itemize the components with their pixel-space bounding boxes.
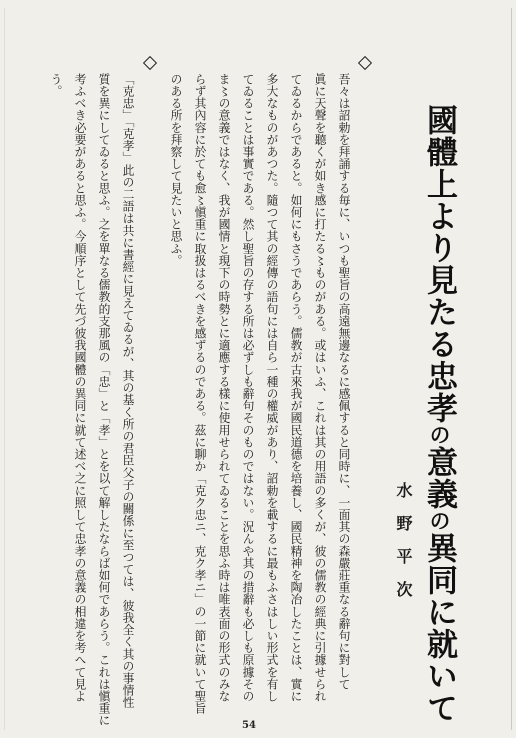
text-column: 眞に天聲を聽くが如き感に打たる〻ものがある。或はいふ、これは其の用語の多くが、彼の儒教の經典に引據せられ xyxy=(313,73,327,703)
title-main: 國體上より見たる忠孝 xyxy=(421,104,457,424)
text-column: らず其內容に於ても愈〻愼重に取扱はるべきを感ずるのである。茲に聊か「克ク忠ニ、克ク孝ニ」の一節に就いて聖旨 xyxy=(193,73,207,715)
text-column: のある所を拜察して見たいと思ふ。 xyxy=(169,73,183,267)
text-column: 多大なものがあつた。隨つて其の經傳の語句には自ら一種の權威があり、詔勅を載するに最もふさはしい形式を有し xyxy=(265,73,279,703)
text-column: 考ふべき必要があると思ふ。今順序として先づ彼我國體の異同に就て述べ之に照して忠孝の意義の相違を考へて見よ xyxy=(73,73,87,703)
author-name: 水野平次 xyxy=(394,482,413,614)
title-end: 異同に就いて xyxy=(421,532,457,724)
title-word: 意義 xyxy=(421,446,457,510)
text-column: 質を異にしてゐると思ふ。之を單なる儒教的支那風の「忠」と「孝」とを以て解したならば如何であらう。これは愼重に xyxy=(97,73,111,727)
page-number: 54 xyxy=(242,720,256,731)
title-particle-1: の xyxy=(427,424,452,446)
text-column: ま〻の意義ではなく、我が國情と現下の時勢とに適應する樣に使用せられてゐることを思ふ時は唯表面の形式のみな xyxy=(217,73,231,703)
text-column: う。 xyxy=(49,73,63,98)
title-particle-2: の xyxy=(427,510,452,532)
text-column: 吾々は詔勅を拜誦する毎に、いつも聖旨の高遠無邊なるに感佩すると同時に、一面其の森嚴莊重なる辭句に對して xyxy=(337,73,351,691)
text-column: てゐることは事實である。然し聖旨の存する所は必ずしも辭句そのものではない。況んや其の措辭も必しも原據その xyxy=(241,73,255,703)
text-column: てゐるからであると。如何にもさうであらう。儒教が古來我が國民道德を培養し、國民精神を陶冶したことは、實に xyxy=(289,73,303,703)
text-column: 「克忠」「克孝」此の二語は共に書經に見えてゐるが、其の基く所の君臣父子の關係に至つては、彼我全く其の事情性 xyxy=(121,73,135,709)
article-title xyxy=(422,104,456,724)
